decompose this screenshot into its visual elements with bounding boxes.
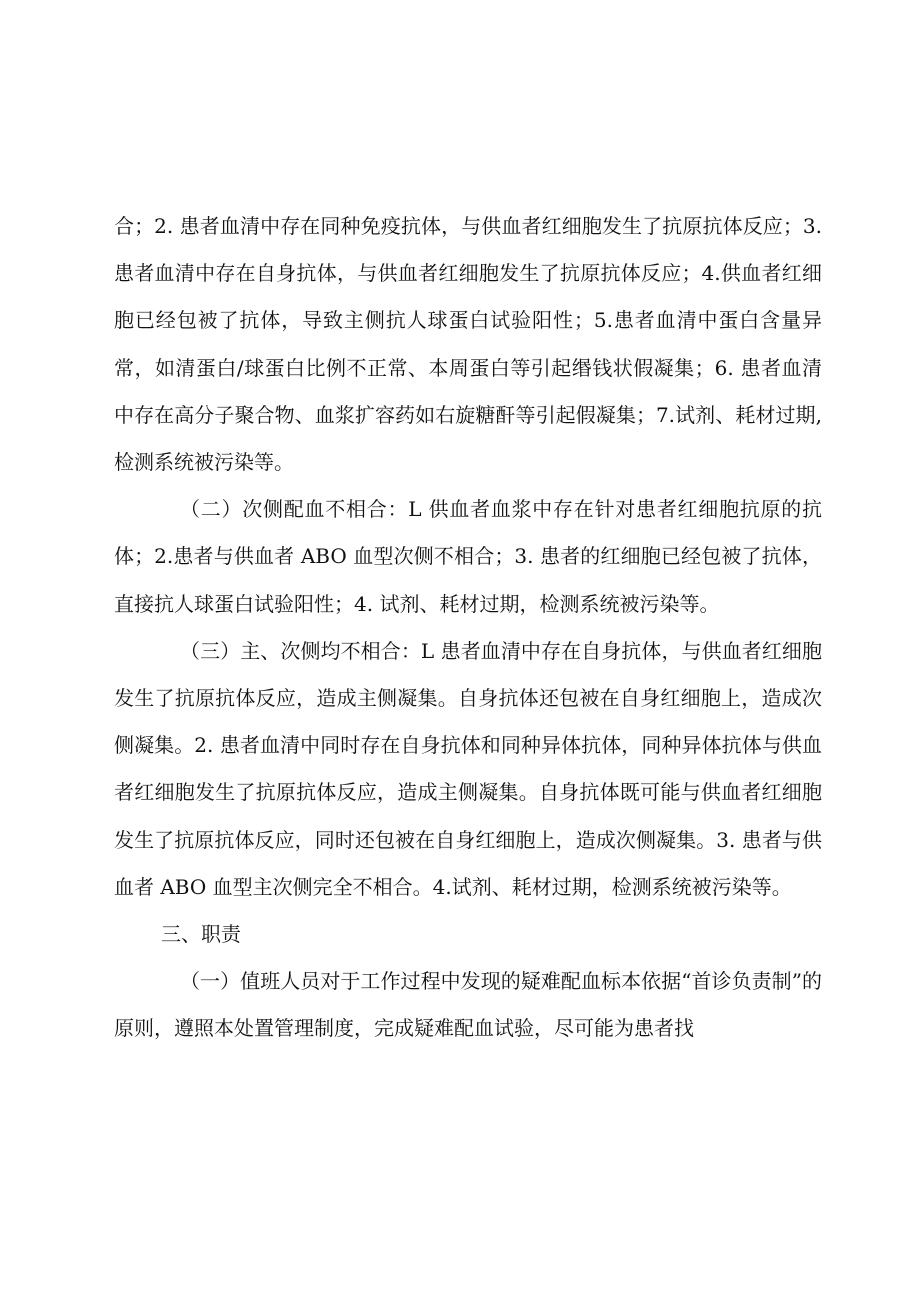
paragraph-both-sides-incompatible: （三）主、次侧均不相合：L 患者血清中存在自身抗体，与供血者红细胞发生了抗原抗体反应，造成主侧凝集。自身抗体还包被在自身红细胞上，造成次侧凝集。2. 患者血清中同时存在自身抗体和同种异体抗体，同种异体抗体与供血者红细胞发生了抗原抗体反应，造成主侧凝集。自身抗体既可能与供血者红细胞发生了抗原抗体反应，同时还包被在自身红细胞上，造成次侧凝集。3. 患者与供血者 ABO 血型主次侧完全不相合。4.试剂、耗材过期，检测系统被污染等。 bbox=[114, 638, 822, 899]
paragraph-minor-side-incompatible: （二）次侧配血不相合：L 供血者血浆中存在针对患者红细胞抗原的抗体；2.患者与供血者 ABO 血型次侧不相合；3. 患者的红细胞已经包被了抗体，直接抗人球蛋白试验阳性；4. 试剂、耗材过期，检测系统被污染等。 bbox=[114, 497, 822, 616]
document-body bbox=[114, 203, 822, 1053]
paragraph-major-side-causes: 合；2. 患者血清中存在同种免疫抗体，与供血者红细胞发生了抗原抗体反应；3.患者血清中存在自身抗体，与供血者红细胞发生了抗原抗体反应；4.供血者红细胞已经包被了抗体，导致主侧抗人球蛋白试验阳性；5.患者血清中蛋白含量异常，如清蛋白/球蛋白比例不正常、本周蛋白等引起缗钱状假凝集；6. 患者血清中存在高分子聚合物、血浆扩容药如右旋糖酐等引起假凝集；7.试剂、耗材过期, 检测系统被污染等。 bbox=[114, 214, 822, 475]
section-heading-responsibilities: 三、职责 bbox=[161, 922, 241, 947]
paragraph-responsibility-1: （一）值班人员对于工作过程中发现的疑难配血标本依据“首诊负责制”的原则，遵照本处置管理制度，完成疑难配血试验，尽可能为患者找 bbox=[114, 969, 822, 1041]
